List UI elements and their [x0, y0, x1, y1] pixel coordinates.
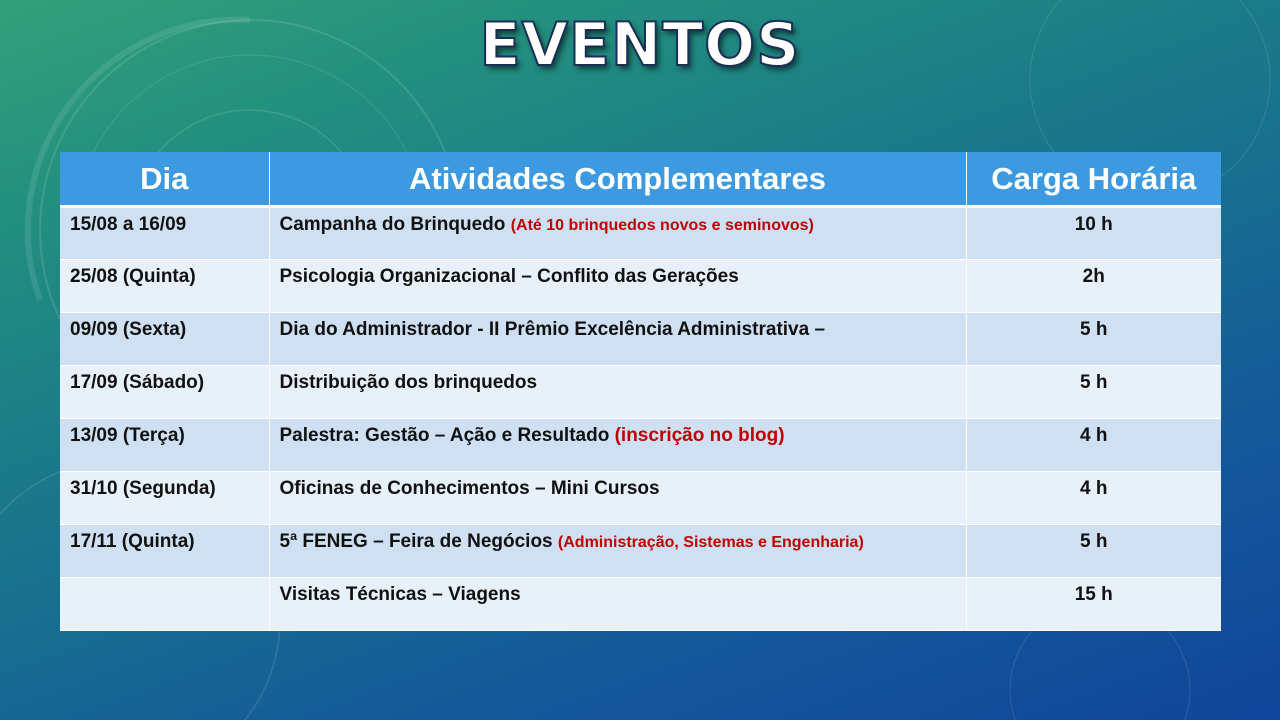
row-day: 17/09 (Sábado): [60, 366, 269, 419]
row-hours: 15 h: [966, 578, 1221, 631]
row-activity: [269, 313, 966, 366]
activity-note: (Até 10 brinquedos novos e seminovos): [510, 217, 814, 234]
row-day: [60, 578, 269, 631]
table-row: [60, 525, 1221, 578]
row-activity: [269, 260, 966, 313]
table-row: [60, 472, 1221, 525]
row-activity: [269, 472, 966, 525]
row-activity: [269, 207, 966, 260]
activity-text: Oficinas de Conhecimentos – Mini Cursos: [279, 478, 660, 499]
table-row: [60, 260, 1221, 313]
header-hours: Carga Horária: [966, 152, 1221, 207]
row-hours: 4 h: [966, 472, 1221, 525]
activity-text: Visitas Técnicas – Viagens: [279, 584, 521, 605]
row-hours: 4 h: [966, 419, 1221, 472]
activity-text: Palestra: Gestão – Ação e Resultado: [279, 425, 615, 446]
row-day: 15/08 a 16/09: [60, 207, 269, 260]
table-row: [60, 366, 1221, 419]
row-day: 09/09 (Sexta): [60, 313, 269, 366]
activity-text: Psicologia Organizacional – Conflito das Gerações: [279, 266, 739, 287]
row-day: 31/10 (Segunda): [60, 472, 269, 525]
header-activities: Atividades Complementares: [269, 152, 966, 207]
activity-note: (inscrição no blog): [614, 425, 785, 446]
table-row: [60, 419, 1221, 472]
activity-text: 5ª FENEG – Feira de Negócios: [279, 531, 558, 552]
row-hours: 5 h: [966, 313, 1221, 366]
page-title: EVENTOS: [479, 10, 801, 80]
table-header-row: [60, 152, 1221, 207]
table-row: [60, 313, 1221, 366]
row-activity: [269, 366, 966, 419]
row-day: 25/08 (Quinta): [60, 260, 269, 313]
events-table: [60, 152, 1221, 631]
row-hours: 5 h: [966, 366, 1221, 419]
row-activity: [269, 578, 966, 631]
row-day: 17/11 (Quinta): [60, 525, 269, 578]
table-row: [60, 207, 1221, 260]
header-day: Dia: [60, 152, 269, 207]
activity-text: Dia do Administrador - II Prêmio Excelência Administrativa –: [279, 319, 826, 340]
activity-note: (Administração, Sistemas e Engenharia): [557, 534, 864, 551]
row-hours: 10 h: [966, 207, 1221, 260]
row-hours: 2h: [966, 260, 1221, 313]
activity-text: Campanha do Brinquedo: [279, 214, 511, 235]
row-day: 13/09 (Terça): [60, 419, 269, 472]
row-hours: 5 h: [966, 525, 1221, 578]
activity-text: Distribuição dos brinquedos: [279, 372, 538, 393]
row-activity: [269, 419, 966, 472]
table-row: [60, 578, 1221, 631]
row-activity: [269, 525, 966, 578]
